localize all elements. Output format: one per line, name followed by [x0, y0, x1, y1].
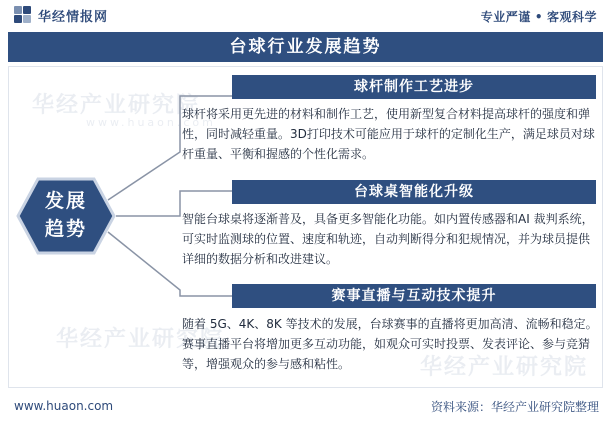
slogan-right: 客观科学	[546, 10, 597, 24]
slogan-separator: •	[534, 10, 543, 24]
section-text-cue-craft: 球杆将采用更先进的材料和制作工艺，使用新型复合材料提高球杆的强度和弹性，同时减轻重量。3D打印技术可能应用于球杆的定制化生产，满足球员对球杆重量、平衡和握感的个性化需求。	[182, 107, 595, 161]
watermark: 华经产业研究院	[420, 355, 589, 380]
section-text-live-broadcast: 随着 5G、4K、8K 等技术的发展，台球赛事的直播将更加高清、流畅和稳定。赛事直播平台将增加更多互动功能，如观众可实时投票、发表评论、参与竞猜等，增强观众的参与感和粘性。	[182, 317, 598, 371]
section-heading-smart-table: 台球桌智能化升级	[232, 180, 596, 204]
section-text-smart-table: 智能台球桌将逐渐普及，具备更多智能化功能。如内置传感器和AI 裁判系统，可实时监测球的位置、速度和轨迹，自动判断得分和犯规情况，并为球员提供详细的数据分析和改进建议。	[182, 212, 594, 266]
footer-url-link[interactable]: www.huaon.com	[14, 399, 114, 413]
section-heading-cue-craft: 球杆制作工艺进步	[232, 75, 596, 99]
hub-line-1: 发展	[44, 190, 87, 212]
footer	[8, 393, 603, 419]
slogan-left: 专业严谨	[480, 10, 531, 24]
trend-hub	[16, 177, 116, 255]
section-heading-live-broadcast: 赛事直播与互动技术提升	[232, 284, 596, 308]
hub-line-2: 趋势	[44, 218, 87, 240]
footer-source: 资料来源：华经产业研究院整理	[430, 399, 599, 414]
brand-name: 华经情报网	[38, 9, 109, 25]
watermark: 华经产业研究院	[32, 93, 201, 118]
watermark: 华经产业研究院	[56, 327, 225, 352]
page-title: 台球行业发展趋势	[8, 32, 603, 62]
watermark-url: www.huaon.com	[86, 116, 216, 129]
hub-label	[16, 187, 116, 243]
